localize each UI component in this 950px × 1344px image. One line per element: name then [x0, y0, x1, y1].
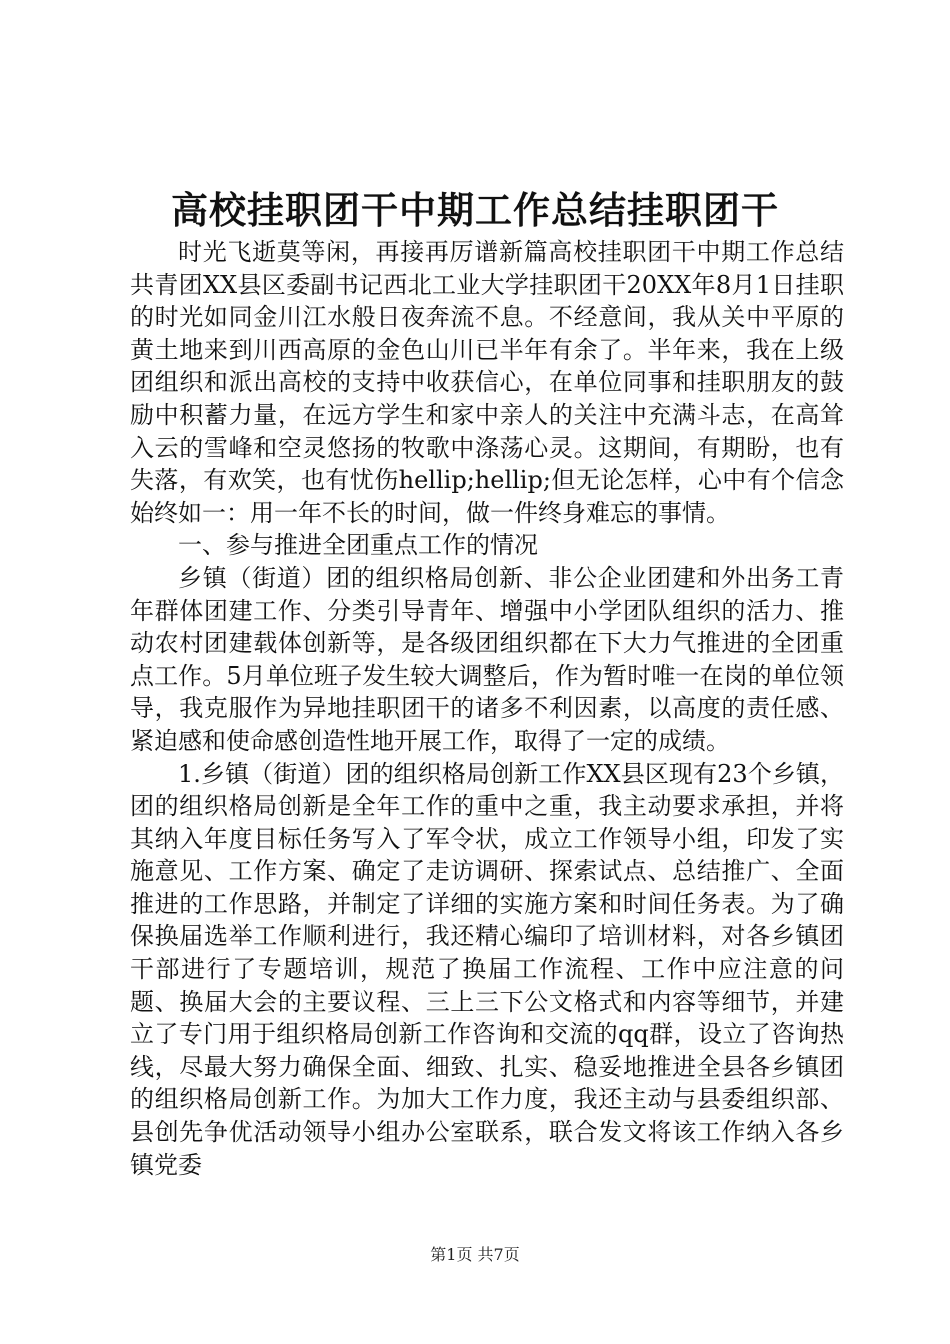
document-title: 高校挂职团干中期工作总结挂职团干 — [171, 188, 779, 232]
paragraph-key-work: 乡镇（街道）团的组织格局创新、非公企业团建和外出务工青年群体团建工作、分类引导青年、增强中小学团队组织的活力、推动农村团建载体创新等，是各级团组织都在下大力气推进的全团重点工作。5月单位班子发生较大调整后，作为暂时唯一在岗的单位领导，我克服作为异地挂职团干的诸多不利因素，以高度的责任感、紧迫感和使命感创造性地开展工作，取得了一定的成绩。 — [130, 563, 844, 755]
document-body — [130, 236, 844, 1181]
page-number-footer: 第1页 共7页 — [430, 1245, 520, 1264]
paragraph-intro: 时光飞逝莫等闲，再接再厉谱新篇高校挂职团干中期工作总结共青团XX县区委副书记西北工业大学挂职团干20XX年8月1日挂职的时光如同金川江水般日夜奔流不息。不经意间，我从关中平原的黄土地来到川西高原的金色山川已半年有余了。半年来，我在上级团组织和派出高校的支持中收获信心，在单位同事和挂职朋友的鼓励中积蓄力量，在远方学生和家中亲人的关注中充满斗志，在高耸入云的雪峰和空灵悠扬的牧歌中涤荡心灵。这期间，有期盼，也有失落，有欢笑，也有忧伤hellip;hellip;但无论怎样，心中有个信念始终如一：用一年不长的时间，做一件终身难忘的事情。 — [130, 238, 844, 527]
paragraph-item-1: 1.乡镇（街道）团的组织格局创新工作XX县区现有23个乡镇，团的组织格局创新是全年工作的重中之重，我主动要求承担，并将其纳入年度目标任务写入了军令状，成立工作领导小组，印发了实施意见、工作方案、确定了走访调研、探索试点、总结推广、全面推进的工作思路，并制定了详细的实施方案和时间任务表。为了确保换届选举工作顺利进行，我还精心编印了培训材料，对各乡镇团干部进行了专题培训，规范了换届工作流程、工作中应注意的问题、换届大会的主要议程、三上三下公文格式和内容等细节，并建立了专门用于组织格局创新工作咨询和交流的qq群，设立了咨询热线，尽最大努力确保全面、细致、扎实、稳妥地推进全县各乡镇团的组织格局创新工作。为加大工作力度，我还主动与县委组织部、县创先争优活动领导小组办公室联系，联合发文将该工作纳入各乡镇党委 — [130, 759, 844, 1179]
section-heading-1: 一、参与推进全团重点工作的情况 — [178, 531, 538, 560]
